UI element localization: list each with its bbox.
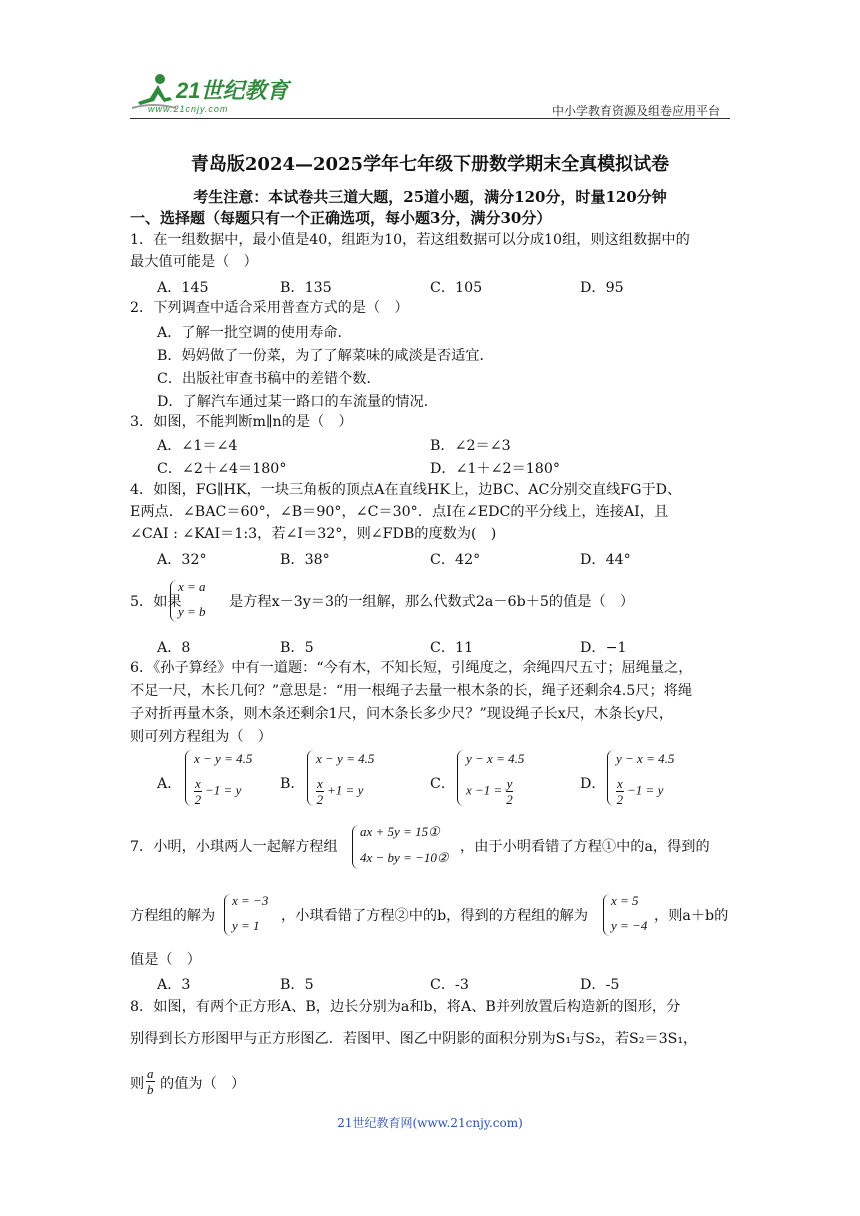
q7-line3: 值是（ ） [130,952,201,968]
q7-line2c: ，则a＋b的 [654,908,729,924]
q4-option-c: C．42° [430,552,481,568]
q7-option-b: B．5 [280,977,314,993]
q5-sys-2: y = b [178,604,206,619]
q6-option-c-label: C． [430,776,456,792]
q5-option-d: D．−1 [580,640,627,656]
q3-option-a: A．∠1＝∠4 [157,438,238,454]
q4-line2: E两点．∠BAC＝60°，∠B＝90°，∠C＝30°．点I在∠EDC的平分线上，连接AI，且 [130,504,669,520]
q1-option-a: A．145 [157,280,209,296]
q6-option-c-eq1: y − x = 4.5 [466,751,525,766]
q7-sol1-brace [224,894,231,936]
q3-option-d: D．∠1＋∠2＝180° [430,461,560,477]
q8-line2: 别得到长方形图甲与正方形图乙．若图甲、图乙中阴影的面积分别为S₁与S₂，若S₂＝3S₁， [130,1031,698,1047]
q7-sol2-brace [603,894,610,936]
q4-option-a: A．32° [157,552,207,568]
q4-option-b: B．38° [280,552,330,568]
q5-option-c: C．11 [430,640,474,656]
q2-stem: 2．下列调查中适合采用普查方式的是（ ） [130,300,409,316]
q2-option-b: B．妈妈做了一份菜，为了了解菜味的咸淡是否适宜． [157,348,494,364]
q2-option-d: D．了解汽车通过某一路口的车流量的情况． [157,394,438,410]
q5-option-b: B．5 [280,640,314,656]
q7-option-d: D．-5 [580,977,620,993]
q6-option-a-eq2: $\frac{x}{2}$ −1 = y [194,776,242,807]
q6-line1: 6．《孙子算经》中有一道题：“今有木，不知长短，引绳度之，余绳四尺五寸；屈绳量之， [130,660,693,676]
platform-label: 中小学教育资源及组卷应用平台 [551,104,720,118]
q1-option-d: D．95 [580,280,624,296]
q8-fraction: $\frac{a}{b}$ [147,1066,154,1097]
q7-sol2-2: y = −4 [611,918,648,933]
q5-prefix: 5．如果 [130,594,182,610]
q6-option-d-brace [607,750,614,806]
q7-option-c: C．-3 [430,977,469,993]
exam-notice: 考生注意：本试卷共三道大题，25道小题，满分120分，时量120分钟 [193,188,667,206]
q1-line2: 最大值可能是（ ） [130,254,258,270]
q8-line3a: 则 [130,1076,145,1092]
q7-prefix: 7．小明，小琪两人一起解方程组 [130,839,338,855]
q6-option-b-brace [307,750,314,806]
q2-option-c: C．出版社审查书稿中的差错个数． [157,371,381,387]
q7-brace [352,825,359,869]
logo [128,72,298,118]
q2-option-a: A．了解一批空调的使用寿命． [157,325,352,341]
q5-option-a: A．8 [157,640,191,656]
q6-option-d-eq2: $\frac{x}{2}$ −1 = y [616,776,664,807]
header-divider [130,118,730,119]
q6-option-b-label: B． [280,776,305,792]
page-title: 青岛版2024—2025学年七年级下册数学期末全真模拟试卷 [190,154,670,175]
q7-sol1-1: x = −3 [232,893,269,908]
section-heading: 一、选择题（每题只有一个正确选项，每小题3分，满分30分） [130,209,552,227]
q7-sol1-2: y = 1 [232,918,260,933]
q5-brace [170,580,177,622]
q6-option-c-brace [457,750,464,806]
q5-suffix: 是方程x－3y＝3的一组解，那么代数式2a－6b＋5的值是（ ） [229,594,635,610]
q8-line1: 8．如图，有两个正方形A、B，边长分别为a和b，将A、B并列放置后构造新的图形，分 [130,999,681,1015]
q7-option-a: A．3 [157,977,191,993]
q6-option-a-brace [185,750,192,806]
q6-option-c-eq2: x −1 = $\frac{y}{2}$ [466,776,513,807]
q7-sys-1: ax + 5y = 15① [360,824,440,839]
q3-stem: 3．如图，不能判断m∥n的是（ ） [130,414,353,430]
q6-line4: 则可列方程组为（ ） [130,729,272,745]
q6-line3: 子对折再量木条，则木条还剩余1尺，问木条长多少尺？”现设绳子长x尺，木条长y尺， [130,706,674,722]
q5-sys-1: x = a [178,579,206,594]
footer: 21世纪教育网(www.21cnjy.com) [337,1116,523,1130]
logo-url: www.21cnjy.com [148,104,229,114]
q6-option-d-label: D． [580,776,606,792]
logo-text: 21世纪教育 [176,78,289,103]
q6-option-b-eq1: x − y = 4.5 [316,751,375,766]
q1-option-b: B．135 [280,280,332,296]
q6-option-d-eq1: y − x = 4.5 [616,751,675,766]
q3-option-c: C．∠2＋∠4＝180° [157,461,287,477]
q1-option-c: C．105 [430,280,483,296]
q8-line3b: 的值为（ ） [160,1076,246,1092]
q7-sol2-1: x = 5 [611,893,639,908]
q3-option-b: B．∠2＝∠3 [430,438,511,454]
q4-line1: 4．如图，FG∥HK，一块三角板的顶点A在直线HK上，边BC、AC分别交直线FG于D、 [130,482,682,498]
q6-line2: 不足一尺，木长几何？”意思是：“用一根绳子去量一根木条的长，绳子还剩余4.5尺；将绳 [130,683,693,699]
q4-option-d: D．44° [580,552,631,568]
q6-option-a-label: A． [157,776,182,792]
q4-line3: ∠CAI : ∠KAI＝1:3，若∠I＝32°，则∠FDB的度数为( ) [130,526,497,542]
q6-option-b-eq2: $\frac{x}{2}$ +1 = y [316,776,364,807]
q6-option-a-eq1: x − y = 4.5 [194,751,253,766]
q1-line1: 1．在一组数据中，最小值是40，组距为10，若这组数据可以分成10组，则这组数据中的 [130,232,690,248]
q7-line2a: 方程组的解为 [130,908,216,924]
q7-line2b: ，小琪看错了方程②中的b，得到的方程组的解为 [281,908,589,924]
q7-sys-2: 4x − by = −10② [360,850,449,865]
q7-suffix: ，由于小明看错了方程①中的a，得到的 [460,839,710,855]
